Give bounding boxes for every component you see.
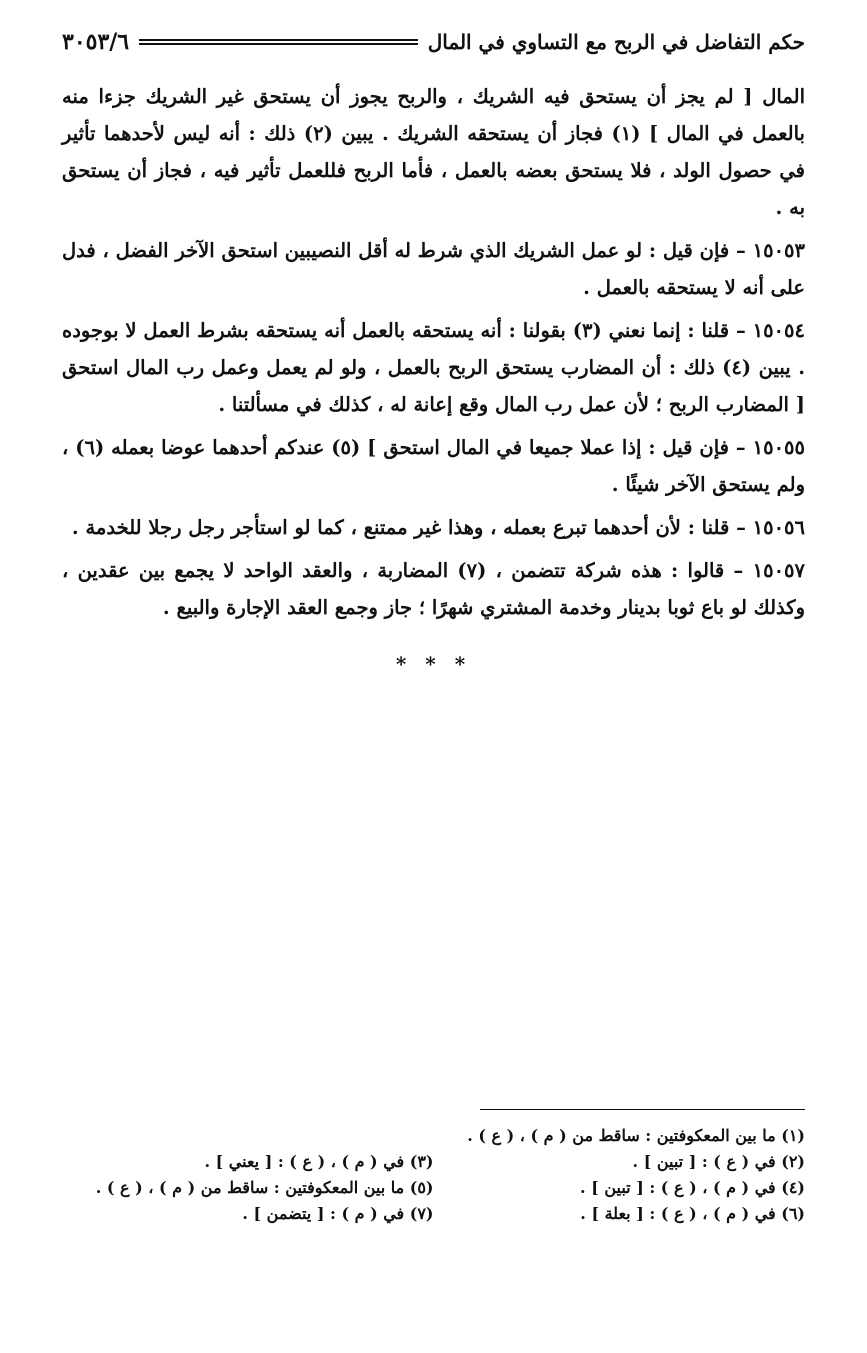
footnotes bbox=[62, 1123, 805, 1227]
paragraph-15053 bbox=[62, 232, 805, 306]
header-double-rule bbox=[139, 39, 418, 45]
paragraph-text: – قلنا : لأن أحدهما تبرع بعمله ، وهذا غير ممتنع ، كما لو استأجر رجل رجلا للخدمة . bbox=[71, 516, 746, 539]
paragraph-15057 bbox=[62, 552, 805, 626]
paragraph-number: ١٥٠٥٥ bbox=[752, 436, 805, 459]
paragraph-15055 bbox=[62, 429, 805, 503]
paragraph-number: ١٥٠٥٤ bbox=[752, 319, 805, 342]
header-title: حكم التفاضل في الربح مع التساوي في المال bbox=[427, 30, 805, 54]
footnote-2: (٢) في ( ع ) : [ تبين ] . bbox=[632, 1152, 805, 1171]
footnote-1: (١) ما بين المعكوفتين : ساقط من ( م ) ، ( ع ) . bbox=[467, 1126, 805, 1145]
main-text bbox=[62, 78, 805, 683]
paragraph-number: ١٥٠٥٦ bbox=[752, 516, 805, 539]
footnote-7: (٧) في ( م ) : [ يتضمن ] . bbox=[242, 1204, 434, 1223]
running-header bbox=[62, 22, 805, 62]
paragraph-15056 bbox=[62, 509, 805, 546]
book-page bbox=[62, 22, 805, 1353]
paragraph-continuation bbox=[62, 78, 805, 226]
paragraph-15054 bbox=[62, 312, 805, 423]
paragraph-text: – فإن قيل : لو عمل الشريك الذي شرط له أقل النصيبين استحق الآخر الفضل ، فدل على أنه لا يستحقه بالعمل . bbox=[62, 239, 805, 299]
footnote-row bbox=[62, 1201, 805, 1227]
footnote-row bbox=[62, 1149, 805, 1175]
paragraph-text: – قالوا : هذه شركة تتضمن ، (٧) المضاربة ، والعقد الواحد لا يجمع بين عقدين ، وكذلك لو باع ثوبا بدينار وخدمة المشتري شهرًا ؛ جاز وجمع العقد الإجارة والبيع . bbox=[62, 559, 805, 619]
footnote-3: (٣) في ( م ) ، ( ع ) : [ يعني ] . bbox=[204, 1152, 434, 1171]
paragraph-number: ١٥٠٥٧ bbox=[752, 559, 805, 582]
footnote-row bbox=[62, 1123, 805, 1149]
section-separator: * * * bbox=[395, 652, 472, 676]
footnote-4: (٤) في ( م ) ، ( ع ) : [ تبين ] . bbox=[580, 1178, 805, 1197]
paragraph-number: ١٥٠٥٣ bbox=[752, 239, 805, 262]
paragraph-text: المال [ لم يجز أن يستحق فيه الشريك ، والربح يجوز أن يستحق غير الشريك جزءا منه بالعمل في المال ] (١) فجاز أن يستحقه الشريك . يبين (٢) ذلك : أنه ليس لأحدهما تأثير في حصول الولد ، فلا يستحق بعضه بالعمل ، فأما الربح فللعمل تأثير فيه ، فجاز أن يستحق به . bbox=[62, 85, 805, 219]
footnote-6: (٦) في ( م ) ، ( ع ) : [ بعلة ] . bbox=[580, 1204, 805, 1223]
footnote-divider bbox=[480, 1109, 805, 1110]
footnote-5: (٥) ما بين المعكوفتين : ساقط من ( م ) ، ( ع ) . bbox=[95, 1178, 434, 1197]
paragraph-text: – فإن قيل : إذا عملا جميعا في المال استحق ] (٥) عندكم أحدهما عوضا بعمله (٦) ، ولم يستحق الآخر شيئًا . bbox=[62, 436, 805, 496]
paragraph-text: – قلنا : إنما نعني (٣) بقولنا : أنه يستحقه بالعمل أنه يستحقه بشرط العمل لا بوجوده . يبين (٤) ذلك : أن المضارب يستحق الربح بالعمل ، ولو لم يعمل وعمل رب المال استحق [ المضارب الربح ؛ لأن عمل رب المال وقع إعانة له ، كذلك في مسألتنا . bbox=[62, 319, 805, 416]
page-number: ٣٠٥٣/٦ bbox=[62, 29, 130, 55]
footnote-row bbox=[62, 1175, 805, 1201]
